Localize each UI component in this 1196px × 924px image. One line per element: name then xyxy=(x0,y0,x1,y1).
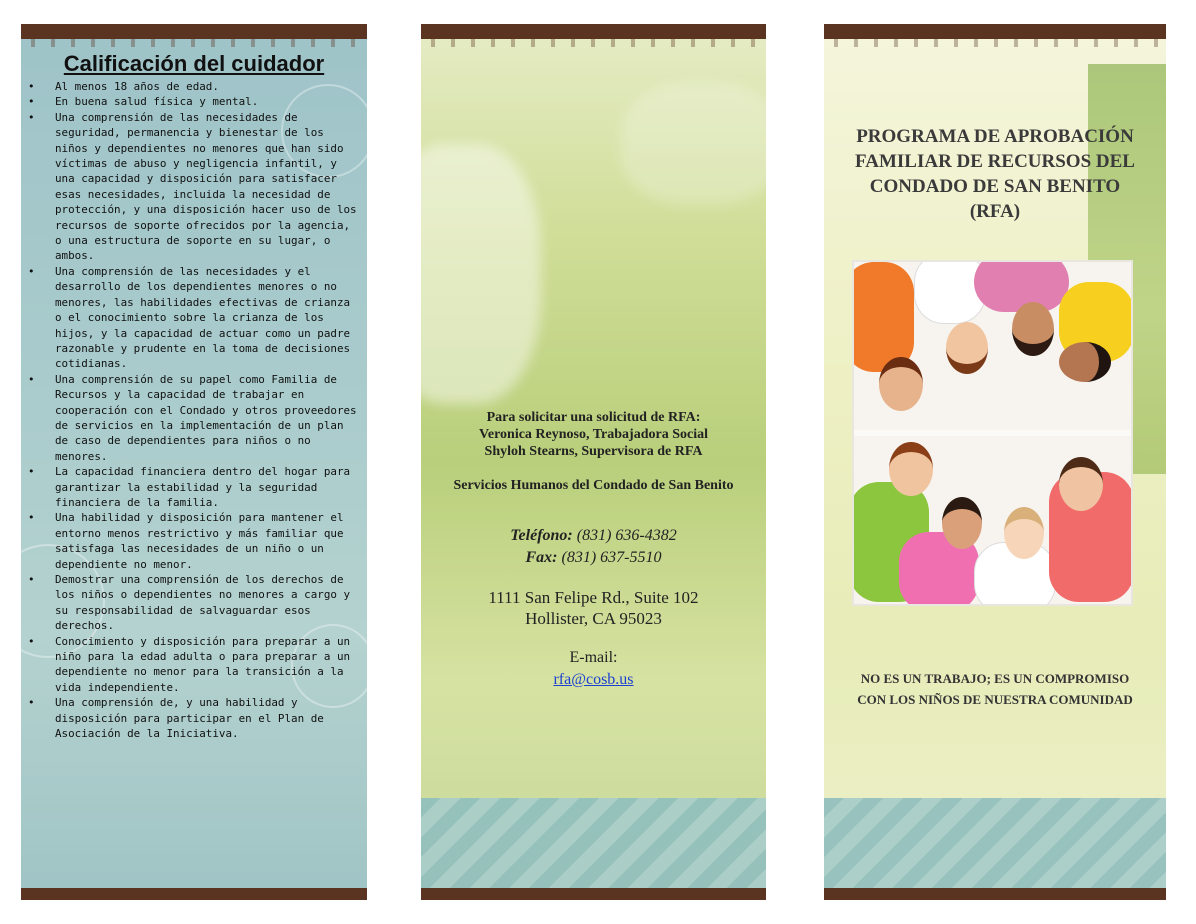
address xyxy=(441,587,746,629)
list-item: • Conocimiento y disposición para preparar a un niño para la edad adulta o para preparar a un dependiente no menor para la transición a la vida independiente. xyxy=(27,634,361,696)
list-item: • En buena salud física y mental. xyxy=(27,94,361,109)
watercolor-wash xyxy=(421,144,541,404)
list-item: • Demostrar una comprensión de los derechos de los niños o dependientes no menores a cargo y su responsabilidad de salvaguardar esos derechos. xyxy=(27,572,361,634)
child-face xyxy=(889,442,933,496)
slogan-line: NO ES UN TRABAJO; ES UN COMPROMISO xyxy=(860,671,1130,686)
bottom-border xyxy=(421,888,766,900)
contact-panel xyxy=(421,24,766,900)
list-item: • Una comprensión de su papel como Familia de Recursos y la capacidad de trabajar en cooperación con el Condado y otros proveedores de servicios en la implementación de un plan de caso de dependientes para niños o no menores. xyxy=(27,372,361,464)
list-item: • La capacidad financiera dentro del hogar para garantizar la estabilidad y la seguridad financiera de la familia. xyxy=(27,464,361,510)
contact-block xyxy=(441,409,746,691)
address-line-2: Hollister, CA 95023 xyxy=(525,609,662,628)
title-line: (RFA) xyxy=(969,201,1021,222)
agency-name: Servicios Humanos del Condado de San Benito xyxy=(453,478,734,493)
fax-label: Fax: xyxy=(525,549,558,566)
child-face xyxy=(1059,457,1103,511)
list-item: • Al menos 18 años de edad. xyxy=(27,79,361,94)
child-face xyxy=(942,497,982,549)
contact-supervisor: Shyloh Stearns, Supervisora de RFA xyxy=(484,444,703,459)
title-line: PROGRAMA DE APROBACIÓN xyxy=(856,126,1134,147)
apply-heading: Para solicitar una solicitud de RFA: xyxy=(486,410,701,425)
fax-number: (831) 637-5510 xyxy=(561,549,662,566)
orange-shirt xyxy=(852,262,914,372)
decorative-band xyxy=(421,798,766,888)
child-face xyxy=(1059,342,1111,382)
contact-social-worker: Veronica Reynoso, Trabajadora Social xyxy=(479,427,708,442)
child-face xyxy=(946,322,988,374)
email-label: E-mail: xyxy=(569,649,618,666)
requirements-list xyxy=(27,79,361,741)
child-face xyxy=(1004,507,1044,559)
caregiver-qualifications-panel xyxy=(21,24,367,900)
child-face xyxy=(879,357,923,411)
pink-shirt xyxy=(974,260,1069,312)
title-line: FAMILIAR DE RECURSOS DEL xyxy=(855,151,1135,172)
bottom-border xyxy=(21,888,367,900)
list-item: • Una comprensión de las necesidades de seguridad, permanencia y bienestar de los niños y dependientes no menores que han sido víctimas de abuso y negligencia infantil, y una capacidad y disposición para satisfacer esas necesidades, incluida la necesidad de protección, y una disposición hacer uso de los recursos de soporte ofrecidos por la agencia, o una estructura de soporte en su lugar, o ambos. xyxy=(27,110,361,264)
email-link[interactable]: rfa@cosb.us xyxy=(553,671,634,688)
cover-panel xyxy=(824,24,1166,900)
top-border xyxy=(824,24,1166,39)
children-photo xyxy=(852,260,1133,606)
phone-number: (831) 636-4382 xyxy=(576,527,677,544)
watercolor-wash xyxy=(621,84,766,204)
child-face xyxy=(1012,302,1054,356)
slogan xyxy=(824,668,1166,710)
program-title xyxy=(824,124,1166,224)
phone-fax xyxy=(441,525,746,569)
title-line: CONDADO DE SAN BENITO xyxy=(869,176,1121,197)
phone-label: Teléfono: xyxy=(510,527,573,544)
photo-divider xyxy=(854,430,1131,436)
panel-title: Calificación del cuidador xyxy=(63,51,325,76)
slogan-line: CON LOS NIÑOS DE NUESTRA COMUNIDAD xyxy=(857,692,1133,707)
decorative-band xyxy=(824,798,1166,888)
bottom-border xyxy=(824,888,1166,900)
list-item: • Una habilidad y disposición para mantener el entorno menos restrictivo y más familiar que satisfaga las necesidades de un niño o un dependiente no menor. xyxy=(27,510,361,572)
top-border xyxy=(21,24,367,39)
address-line-1: 1111 San Felipe Rd., Suite 102 xyxy=(488,588,699,607)
list-item: • Una comprensión de, y una habilidad y disposición para participar en el Plan de Asociación de la Iniciativa. xyxy=(27,695,361,741)
list-item: • Una comprensión de las necesidades y el desarrollo de los dependientes menores o no menores, las habilidades efectivas de crianza o el conocimiento sobre la crianza de los hijos, y la capacidad de actuar como un padre razonable y prudente en la toma de decisiones cotidianas. xyxy=(27,264,361,372)
top-border xyxy=(421,24,766,39)
